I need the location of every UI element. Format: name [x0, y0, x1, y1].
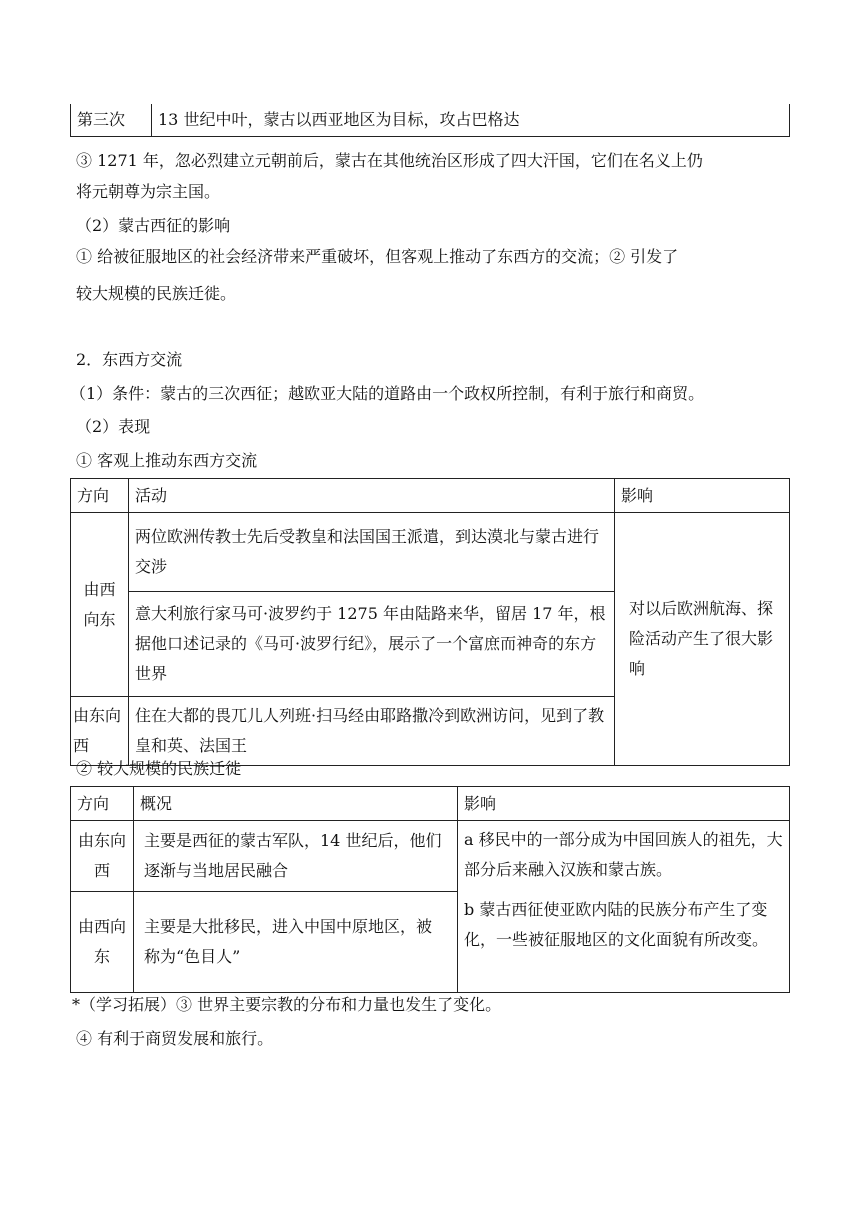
header-impact: 影响	[615, 479, 790, 513]
row-text: 13 世纪中叶，蒙古以西亚地区为目标，攻占巴格达	[152, 104, 790, 137]
migration-table	[70, 786, 790, 993]
table-header-row	[71, 787, 790, 821]
header-direction: 方向	[71, 479, 129, 513]
direction-cell: 由东向西	[71, 821, 134, 892]
paragraph-line: 较大规模的民族迁徙。	[76, 284, 237, 303]
table-row	[71, 821, 790, 892]
impact-b: b 蒙古西征使亚欧内陆的民族分布产生了变化，一些被征服地区的文化面貌有所改变。	[464, 900, 769, 949]
direction-cell: 由西向东	[71, 892, 134, 993]
direction-cell: 由西向东	[71, 513, 129, 697]
paragraph-line: ① 给被征服地区的社会经济带来严重破坏，但客观上推动了东西方的交流；② 引发了	[76, 247, 679, 266]
row-label: 第三次	[71, 104, 152, 137]
header-activity: 活动	[129, 479, 615, 513]
top-table	[70, 104, 790, 137]
section-heading: （2）蒙古西征的影响	[76, 216, 231, 235]
table-row	[71, 513, 790, 592]
subheading: （2）表现	[76, 417, 151, 436]
direction-cell: 由东向西	[71, 697, 129, 766]
overview-cell: 主要是大批移民，进入中国中原地区，被称为“色目人”	[134, 892, 458, 993]
section-heading: 2．东西方交流	[76, 350, 183, 369]
paragraph-line: ④ 有利于商贸发展和旅行。	[76, 1029, 274, 1048]
condition-text: （1）条件：蒙古的三次西征；越欧亚大陆的道路由一个政权所控制，有利于旅行和商贸。	[70, 384, 705, 403]
table-row	[71, 104, 790, 137]
impact-cell: 对以后欧洲航海、探险活动产生了很大影响	[615, 513, 790, 766]
activity-cell: 意大利旅行家马可·波罗约于 1275 年由陆路来华，留居 17 年，根据他口述记录的《马可·波罗行纪》，展示了一个富庶而神奇的东方世界	[129, 592, 615, 697]
header-overview: 概况	[134, 787, 458, 821]
exchange-table	[70, 478, 790, 766]
activity-cell: 住在大都的畏兀儿人列班·扫马经由耶路撒冷到欧洲访问，见到了教皇和英、法国王	[129, 697, 615, 766]
table-header-row	[71, 479, 790, 513]
header-direction: 方向	[71, 787, 134, 821]
paragraph-line: ③ 1271 年，忽必烈建立元朝前后，蒙古在其他统治区形成了四大汗国，它们在名义上仍	[76, 151, 703, 170]
paragraph-line: 将元朝尊为宗主国。	[76, 182, 221, 201]
impact-cell	[458, 821, 790, 993]
impact-a: a 移民中的一部分成为中国回族人的祖先，大部分后来融入汉族和蒙古族。	[464, 830, 783, 879]
activity-cell: 两位欧洲传教士先后受教皇和法国国王派遣，到达漠北与蒙古进行交涉	[129, 513, 615, 592]
subheading: ① 客观上推动东西方交流	[76, 451, 258, 470]
subheading: ② 较大规模的民族迁徙	[76, 759, 242, 778]
header-impact: 影响	[458, 787, 790, 821]
overview-cell: 主要是西征的蒙古军队，14 世纪后，他们逐渐与当地居民融合	[134, 821, 458, 892]
extension-note: *（学习拓展）③ 世界主要宗教的分布和力量也发生了变化。	[72, 995, 502, 1014]
